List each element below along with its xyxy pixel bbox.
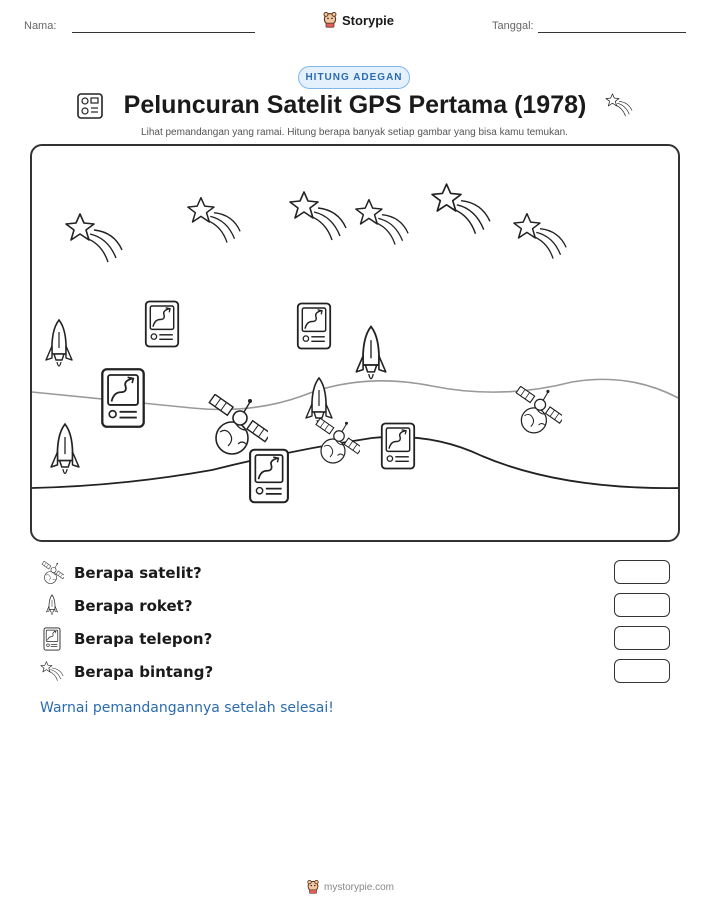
coloring-note: Warnai pemandangannya setelah selesai!	[40, 700, 334, 716]
satellite-icon	[516, 386, 564, 433]
mascot-icon	[322, 12, 338, 28]
star-icon	[432, 184, 490, 234]
phone-icon	[250, 450, 288, 503]
brand-logo	[322, 12, 394, 28]
star-icon	[40, 660, 64, 684]
rocket-icon	[46, 320, 72, 366]
footer	[306, 880, 394, 894]
name-label: Nama:	[24, 20, 57, 32]
rocket-icon	[306, 378, 332, 424]
question-row	[40, 593, 670, 619]
question-text: Berapa satelit?	[74, 564, 202, 582]
phone-icon	[40, 627, 64, 651]
rocket-icon	[356, 327, 385, 379]
footer-url[interactable]: mystorypie.com	[324, 881, 395, 893]
satellite-icon	[209, 394, 270, 454]
answer-box[interactable]	[614, 560, 670, 584]
activity-badge: HITUNG ADEGAN	[298, 66, 410, 89]
shooting-star-icon	[604, 92, 634, 120]
answer-box[interactable]	[614, 626, 670, 650]
satellite-icon	[40, 561, 64, 585]
question-text: Berapa roket?	[74, 597, 193, 615]
date-label: Tanggal:	[492, 20, 534, 32]
question-row	[40, 560, 670, 586]
question-text: Berapa telepon?	[74, 630, 213, 648]
name-line[interactable]	[72, 32, 255, 33]
control-panel-icon	[76, 92, 104, 120]
date-line[interactable]	[538, 32, 686, 33]
phone-icon	[102, 369, 143, 427]
answer-box[interactable]	[614, 659, 670, 683]
mascot-icon	[306, 880, 320, 894]
question-text: Berapa bintang?	[74, 663, 214, 681]
phone-icon	[298, 304, 330, 349]
question-row	[40, 659, 670, 685]
star-icon	[66, 214, 122, 262]
brand-name: Storypie	[342, 12, 395, 28]
phone-icon	[146, 302, 178, 347]
scene-drawing	[32, 146, 680, 542]
star-icon	[188, 198, 240, 243]
rocket-icon	[51, 424, 79, 473]
page-subtitle: Lihat pemandangan yang ramai. Hitung berapa banyak setiap gambar yang bisa kamu temukan.	[141, 127, 568, 138]
counting-scene	[30, 144, 680, 542]
answer-box[interactable]	[614, 593, 670, 617]
rocket-icon	[40, 594, 64, 618]
phone-icon	[382, 424, 414, 469]
star-icon	[514, 214, 566, 259]
star-icon	[290, 192, 346, 240]
page-title: Peluncuran Satelit GPS Pertama (1978)	[123, 91, 587, 119]
question-row	[40, 626, 670, 652]
star-icon	[356, 200, 408, 245]
